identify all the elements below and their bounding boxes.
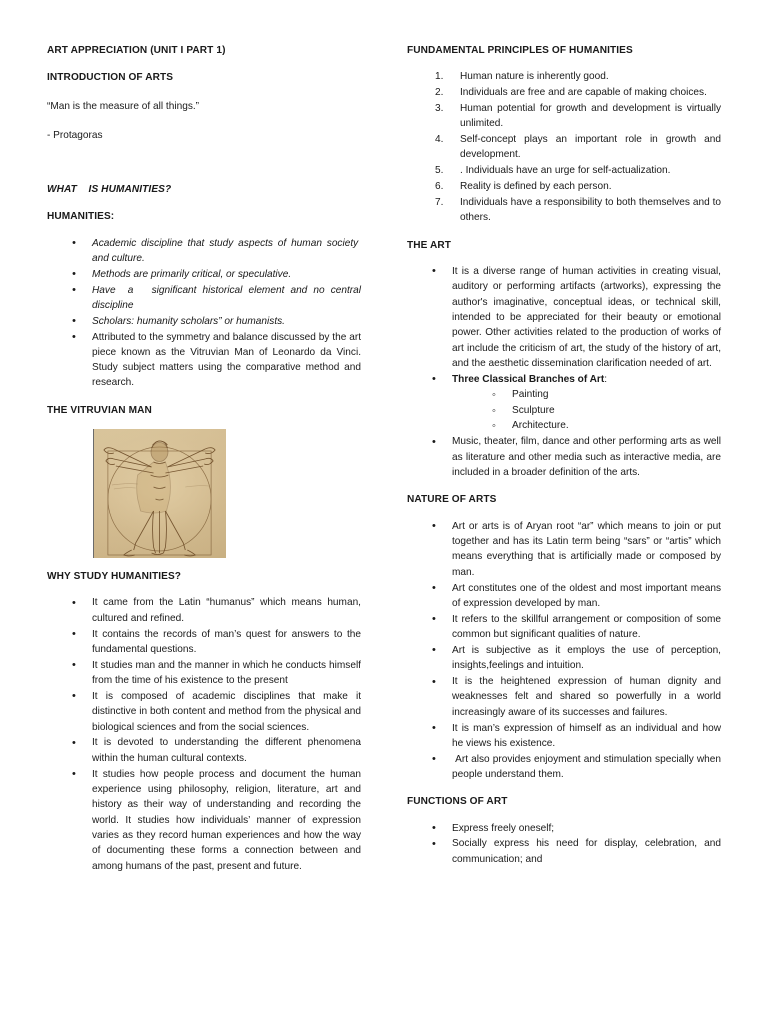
list-item: • It is devoted to understanding the different phenomena within the human cultural contexts. (47, 735, 361, 766)
the-art-bullet-list (407, 264, 721, 481)
list-item: • Art is subjective as it employs the use of perception, insights,feelings and intuition. (407, 643, 721, 674)
sub-list-item: ◦ Architecture. (452, 418, 721, 434)
quote-attribution: - Protagoras (47, 129, 103, 141)
left-column (47, 44, 361, 887)
list-item: • Art or arts is of Aryan root “ar” which means to join or put together and has its Latin term being “sars” or “artis” which means everything that is artificially made or composed by man. (407, 519, 721, 580)
list-item: • Music, theater, film, dance and other performing arts as well as literature and other media such as interactive media, are included in a broader definition of the arts. (407, 434, 721, 480)
heading-fundamental-principles: FUNDAMENTAL PRINCIPLES OF HUMANITIES (407, 45, 633, 56)
heading-nature-of-arts: NATURE OF ARTS (407, 494, 497, 506)
vitruvian-man-image (93, 429, 226, 558)
list-item: • It is composed of academic disciplines that make it distinctive in both content and method from the physical and biological sciences and from the social sciences. (47, 689, 361, 735)
list-item: • Socially express his need for display, celebration, and communication; and (407, 836, 721, 867)
heading-why-study-humanities: WHY STUDY HUMANITIES? (47, 571, 182, 583)
list-item: Individuals have a responsibility to both themselves and to others. (460, 196, 721, 224)
list-item-three-branches (407, 372, 721, 434)
heading-the-vitruvian-man: THE VITRUVIAN MAN (47, 404, 152, 416)
three-branches-sublist (452, 387, 721, 434)
right-column (407, 44, 721, 880)
heading-introduction-of-arts: INTRODUCTION OF ARTS (47, 72, 174, 84)
list-item: . Individuals have an urge for self-actualization. (460, 165, 671, 177)
list-item: Self-concept plays an important role in growth and development. (460, 134, 721, 161)
list-item: • It studies how people process and document the human experience using philosophy, religion, literature, art and history as their way of understanding and recording the world. It studies how individuals’ manner of expression varies as they record human experiences and how the way of documenting these forms a connection between and among humans of the past, present and future. (47, 767, 361, 874)
figure-spacer (47, 558, 361, 570)
list-item: • It refers to the skillful arrangement or composition of some common but significant qualities of nature. (407, 612, 721, 643)
list-item: • Methods are primarily critical, or speculative. (47, 267, 361, 282)
list-item: • Have a significant historical element and no central discipline (47, 283, 361, 314)
page-title: ART APPRECIATION (UNIT I PART 1) (47, 45, 226, 56)
list-item: Individuals are free and are capable of making choices. (460, 87, 707, 99)
list-item: • It came from the Latin “humanus” which means human, cultured and refined. (47, 595, 361, 626)
why-study-humanities-bullet-list (47, 595, 361, 873)
section-spacer (47, 157, 361, 183)
list-item: • It is man’s expression of himself as an individual and how he views his existence. (407, 721, 721, 752)
protagoras-quote: “Man is the measure of all things.” (47, 100, 200, 112)
vitruvian-man-drawing (94, 429, 226, 558)
nature-of-arts-bullet-list (407, 519, 721, 783)
list-item: • Art also provides enjoyment and stimulation specially when people understand them. (407, 752, 721, 783)
three-branches-colon: : (604, 373, 608, 385)
list-item: • Attributed to the symmetry and balance discussed by the art piece known as the Vitruvian Man of Leonardo da Vinci. Study subject matters using the comparative method and research. (47, 330, 361, 391)
list-item: • Express freely oneself; (407, 821, 721, 836)
list-item: • Scholars: humanity scholars” or humanists. (47, 314, 361, 329)
three-branches-label: Three Classical Branches of Art (452, 373, 605, 385)
list-item: • Academic discipline that study aspects of human society and culture. (47, 236, 361, 267)
list-item: • It is the heightened expression of human dignity and weaknesses felt and shared so powerfully in a world increasingly aware of its successes and failures. (407, 674, 721, 720)
list-item: • It is a diverse range of human activities in creating visual, auditory or performing artifacts (artworks), expressing the author's imaginative, conceptual ideas, or technical skill, intended to be appreciated for their beauty or emotional power. Other activities related to the production of works of art include the criticism of art, the study of the history of art, and the aesthetic dissemination clarification needed of art. (407, 264, 721, 371)
sub-list-item: ◦ Sculpture (452, 403, 721, 419)
humanities-bullet-list (47, 236, 361, 391)
list-item: • Art constitutes one of the oldest and most important means of expression developed by man. (407, 581, 721, 612)
sub-list-item: ◦ Painting (452, 387, 721, 403)
list-item: Human potential for growth and development is virtually unlimited. (460, 102, 721, 130)
list-item: • It contains the records of man’s quest for answers to the fundamental questions. (47, 627, 361, 658)
fundamental-principles-numbered-list (407, 69, 721, 225)
list-item: • It studies man and the manner in which he conducts himself from the time of his existence to the present (47, 658, 361, 689)
heading-humanities: HUMANITIES: (47, 211, 115, 223)
list-item: Reality is defined by each person. (460, 181, 612, 193)
two-column-layout (47, 44, 722, 887)
heading-the-art: THE ART (407, 239, 452, 251)
list-item: Human nature is inherently good. (460, 71, 609, 83)
functions-of-art-bullet-list (407, 821, 721, 867)
heading-what-is-humanities: WHAT IS HUMANITIES? (47, 183, 172, 195)
heading-functions-of-art: FUNCTIONS OF ART (407, 796, 508, 808)
